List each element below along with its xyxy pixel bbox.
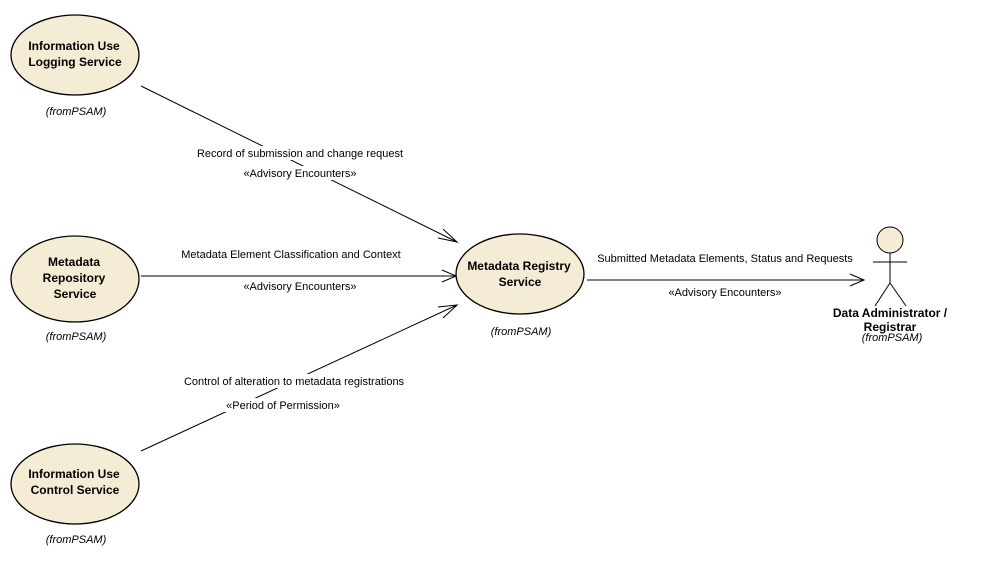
- use-case-name-line: Information Use: [28, 467, 120, 481]
- actor-package: (fromPSAM): [861, 332, 923, 344]
- use-case-name-line: Information Use: [28, 39, 120, 53]
- use-case-package: (fromPSAM): [490, 326, 552, 338]
- actor-name-line: Registrar: [863, 320, 917, 334]
- use-case-name-line: Service: [498, 275, 542, 289]
- use-case-control-service[interactable]: [11, 444, 139, 546]
- stereotype-logging-registry: «Advisory Encounters»: [243, 168, 357, 180]
- use-case-name-line: Metadata Registry: [467, 259, 571, 273]
- arrowhead-control-registry: [438, 305, 457, 318]
- use-case-package: (fromPSAM): [45, 331, 107, 343]
- label-control-registry: Control of alteration to metadata registrations: [183, 376, 405, 388]
- stereotype-registry-admin: «Advisory Encounters»: [668, 287, 782, 299]
- use-case-logging-service[interactable]: [11, 15, 139, 118]
- stereotype-repository-registry: «Advisory Encounters»: [243, 281, 357, 293]
- use-case-package: (fromPSAM): [45, 106, 107, 118]
- use-case-name-line: Control Service: [30, 483, 120, 497]
- stereotype-control-registry: «Period of Permission»: [226, 400, 340, 412]
- use-case-name-line: Repository: [42, 271, 106, 285]
- label-repository-registry: Metadata Element Classification and Context: [181, 249, 401, 261]
- actor-name-line: Data Administrator /: [832, 306, 948, 320]
- use-case-name-line: Metadata: [47, 255, 101, 269]
- use-case-ellipse: [456, 234, 584, 314]
- association-logging-registry: [141, 86, 457, 242]
- use-case-repository-service[interactable]: [11, 236, 139, 343]
- label-logging-registry: Record of submission and change request: [196, 148, 404, 160]
- label-registry-admin: Submitted Metadata Elements, Status and Requests: [597, 253, 853, 265]
- use-case-package: (fromPSAM): [45, 534, 107, 546]
- use-case-name-line: Logging Service: [28, 55, 122, 69]
- use-case-registry-service[interactable]: [456, 234, 584, 338]
- use-case-name-line: Service: [53, 287, 97, 301]
- actor-stick-figure-icon: [873, 227, 907, 306]
